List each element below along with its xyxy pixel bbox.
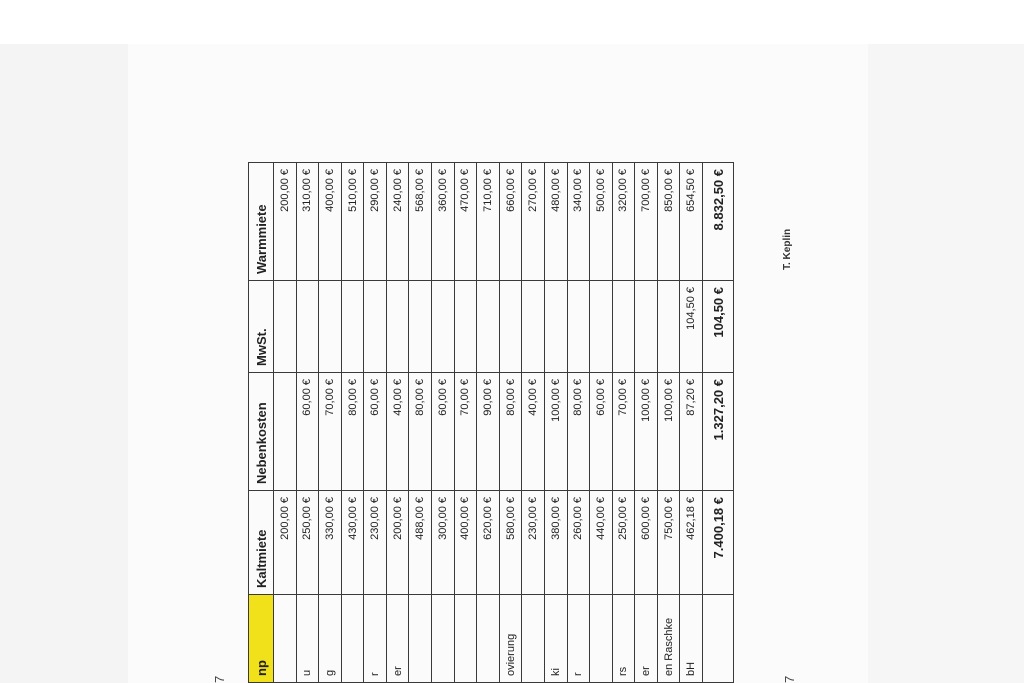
cell-kalt: 580,00 €	[499, 491, 522, 595]
cell-name: bH	[680, 595, 703, 683]
cell-mwst	[296, 281, 319, 373]
cell-name	[454, 595, 477, 683]
table-row	[454, 163, 477, 683]
table-row	[319, 163, 342, 683]
cell-neben: 70,00 €	[454, 373, 477, 491]
table-row	[522, 163, 545, 683]
table-row	[635, 163, 658, 683]
header-warmmiete: Warmmiete	[249, 163, 274, 281]
cell-kalt: 430,00 €	[341, 491, 364, 595]
cell-warm: 200,00 €	[274, 163, 297, 281]
cell-kalt: 600,00 €	[635, 491, 658, 595]
cell-mwst	[386, 281, 409, 373]
cell-mwst	[454, 281, 477, 373]
cell-warm: 480,00 €	[544, 163, 567, 281]
cell-mwst	[409, 281, 432, 373]
cell-kalt: 230,00 €	[364, 491, 387, 595]
cell-warm: 360,00 €	[432, 163, 455, 281]
cell-kalt: 250,00 €	[296, 491, 319, 595]
cell-warm: 240,00 €	[386, 163, 409, 281]
cell-kalt: 300,00 €	[432, 491, 455, 595]
cell-name	[477, 595, 500, 683]
cell-mwst	[341, 281, 364, 373]
cell-name: r	[567, 595, 590, 683]
cell-neben: 60,00 €	[364, 373, 387, 491]
cell-warm: 310,00 €	[296, 163, 319, 281]
cell-kalt: 260,00 €	[567, 491, 590, 595]
cell-warm: 8.832,50 €	[703, 163, 734, 281]
cell-neben: 40,00 €	[522, 373, 545, 491]
cell-neben	[274, 373, 297, 491]
cell-warm: 850,00 €	[657, 163, 680, 281]
table-row	[590, 163, 613, 683]
table-row	[657, 163, 680, 683]
cell-kalt: 440,00 €	[590, 491, 613, 595]
cell-warm: 340,00 €	[567, 163, 590, 281]
cell-mwst	[499, 281, 522, 373]
cell-neben: 80,00 €	[567, 373, 590, 491]
cell-neben: 60,00 €	[432, 373, 455, 491]
cell-name	[274, 595, 297, 683]
table-header-row	[249, 163, 274, 683]
cell-warm: 568,00 €	[409, 163, 432, 281]
totals-row	[703, 163, 734, 683]
cell-kalt: 330,00 €	[319, 491, 342, 595]
cell-warm: 660,00 €	[499, 163, 522, 281]
table-row	[612, 163, 635, 683]
cell-kalt: 750,00 €	[657, 491, 680, 595]
cell-name: rs	[612, 595, 635, 683]
cell-neben: 70,00 €	[612, 373, 635, 491]
cell-name	[409, 595, 432, 683]
cell-mwst	[590, 281, 613, 373]
table-row	[499, 163, 522, 683]
table-row	[567, 163, 590, 683]
cell-neben: 60,00 €	[296, 373, 319, 491]
table-row	[341, 163, 364, 683]
cell-kalt: 400,00 €	[454, 491, 477, 595]
cell-mwst	[522, 281, 545, 373]
cell-name: g	[319, 595, 342, 683]
cell-kalt: 7.400,18 €	[703, 491, 734, 595]
cell-name	[522, 595, 545, 683]
cell-name: ki	[544, 595, 567, 683]
cell-mwst	[612, 281, 635, 373]
cell-name	[590, 595, 613, 683]
cell-mwst	[432, 281, 455, 373]
cell-mwst	[544, 281, 567, 373]
header-name: np	[249, 595, 274, 683]
cell-kalt: 200,00 €	[274, 491, 297, 595]
signature: T. Keplin	[782, 228, 793, 270]
cell-kalt: 488,00 €	[409, 491, 432, 595]
table-row	[409, 163, 432, 683]
cell-warm: 270,00 €	[522, 163, 545, 281]
cell-kalt: 620,00 €	[477, 491, 500, 595]
rent-table-rotated	[248, 163, 734, 683]
cell-name: er	[635, 595, 658, 683]
cell-kalt: 250,00 €	[612, 491, 635, 595]
cell-mwst	[364, 281, 387, 373]
cell-kalt: 200,00 €	[386, 491, 409, 595]
cell-warm: 400,00 €	[319, 163, 342, 281]
table-row	[477, 163, 500, 683]
cell-mwst	[657, 281, 680, 373]
cell-neben: 40,00 €	[386, 373, 409, 491]
page-mark-left: 7	[212, 675, 227, 683]
cell-neben: 87,20 €	[680, 373, 703, 491]
header-mwst: MwSt.	[249, 281, 274, 373]
table-row	[544, 163, 567, 683]
cell-kalt: 380,00 €	[544, 491, 567, 595]
cell-mwst: 104,50 €	[703, 281, 734, 373]
cell-warm: 510,00 €	[341, 163, 364, 281]
table-row	[680, 163, 703, 683]
cell-neben: 80,00 €	[499, 373, 522, 491]
cell-neben: 100,00 €	[544, 373, 567, 491]
cell-warm: 470,00 €	[454, 163, 477, 281]
cell-neben: 80,00 €	[341, 373, 364, 491]
cell-name: ovierung	[499, 595, 522, 683]
cell-warm: 710,00 €	[477, 163, 500, 281]
cell-neben: 90,00 €	[477, 373, 500, 491]
cell-mwst	[635, 281, 658, 373]
rent-table	[248, 162, 734, 683]
table-row	[296, 163, 319, 683]
cell-name	[341, 595, 364, 683]
table-row	[386, 163, 409, 683]
header-nebenkosten: Nebenkosten	[249, 373, 274, 491]
table-row	[364, 163, 387, 683]
cell-name	[703, 595, 734, 683]
cell-kalt: 462,18 €	[680, 491, 703, 595]
cell-name: u	[296, 595, 319, 683]
cell-neben: 80,00 €	[409, 373, 432, 491]
table-row	[274, 163, 297, 683]
table-row	[432, 163, 455, 683]
cell-mwst	[567, 281, 590, 373]
cell-mwst	[477, 281, 500, 373]
cell-mwst	[274, 281, 297, 373]
cell-neben: 100,00 €	[635, 373, 658, 491]
cell-warm: 500,00 €	[590, 163, 613, 281]
cell-neben: 70,00 €	[319, 373, 342, 491]
cell-neben: 1.327,20 €	[703, 373, 734, 491]
cell-name	[432, 595, 455, 683]
cell-mwst	[319, 281, 342, 373]
cell-name: er	[386, 595, 409, 683]
paper-edge-left	[0, 44, 128, 683]
cell-warm: 654,50 €	[680, 163, 703, 281]
cell-warm: 700,00 €	[635, 163, 658, 281]
cell-warm: 320,00 €	[612, 163, 635, 281]
header-kaltmiete: Kaltmiete	[249, 491, 274, 595]
cell-neben: 60,00 €	[590, 373, 613, 491]
cell-warm: 290,00 €	[364, 163, 387, 281]
cell-name: r	[364, 595, 387, 683]
paper-edge-right	[868, 44, 1024, 683]
cell-neben: 100,00 €	[657, 373, 680, 491]
cell-kalt: 230,00 €	[522, 491, 545, 595]
cell-mwst: 104,50 €	[680, 281, 703, 373]
cell-name: en Raschke	[657, 595, 680, 683]
page-mark-right: 7	[782, 675, 797, 683]
